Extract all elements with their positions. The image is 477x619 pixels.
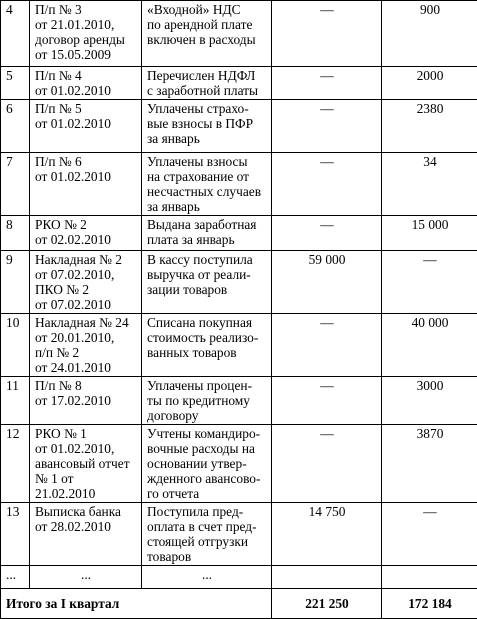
total-label: Итого за I квартал	[1, 589, 272, 619]
income-cell: 14 750	[272, 503, 382, 566]
document-cell: Выписка банка от 28.02.2010	[30, 503, 142, 566]
operation-cell: Учтены командиро- вочные расходы на основании утвер- жденного авансово- го отчета	[142, 425, 272, 503]
row-number: 6	[1, 100, 30, 153]
expense-cell: 40 000	[382, 314, 477, 377]
income-cell: —	[272, 425, 382, 503]
row-number: 10	[1, 314, 30, 377]
row-number: ...	[1, 566, 30, 589]
operation-cell: Уплачены процен- ты по кредитному договору	[142, 377, 272, 425]
document-cell: РКО № 2 от 02.02.2010	[30, 216, 142, 251]
document-cell: Накладная № 2 от 07.02.2010, ПКО № 2 от 07.02.2010	[30, 251, 142, 314]
income-cell: —	[272, 100, 382, 153]
expense-cell: 2380	[382, 100, 477, 153]
table-row	[1, 67, 477, 100]
row-number: 8	[1, 216, 30, 251]
income-cell	[272, 566, 382, 589]
table-row	[1, 251, 477, 314]
table-row	[1, 425, 477, 503]
row-number: 7	[1, 153, 30, 216]
expense-cell: 900	[382, 1, 477, 67]
income-cell: —	[272, 314, 382, 377]
expense-cell	[382, 566, 477, 589]
expense-cell: —	[382, 503, 477, 566]
table-row	[1, 153, 477, 216]
table-row	[1, 503, 477, 566]
income-cell: —	[272, 1, 382, 67]
operation-cell: ...	[142, 566, 272, 589]
row-number: 5	[1, 67, 30, 100]
operation-cell: Списана покупная стоимость реализо- ванных товаров	[142, 314, 272, 377]
expense-cell: 34	[382, 153, 477, 216]
expense-cell: 3870	[382, 425, 477, 503]
row-number: 12	[1, 425, 30, 503]
document-cell: П/п № 3 от 21.01.2010, договор аренды от 15.05.2009	[30, 1, 142, 67]
income-cell: 59 000	[272, 251, 382, 314]
operation-cell: Выдана заработная плата за январь	[142, 216, 272, 251]
expense-cell: —	[382, 251, 477, 314]
expense-cell: 15 000	[382, 216, 477, 251]
expense-cell: 2000	[382, 67, 477, 100]
row-number: 11	[1, 377, 30, 425]
document-cell: ...	[30, 566, 142, 589]
total-income: 221 250	[272, 589, 382, 619]
operation-cell: Поступила пред- оплата в счет пред- стоящей отгрузки товаров	[142, 503, 272, 566]
ledger-body	[1, 1, 477, 619]
ellipsis-row	[1, 566, 477, 589]
document-cell: П/п № 6 от 01.02.2010	[30, 153, 142, 216]
operation-cell: В кассу поступила выручка от реали- зации товаров	[142, 251, 272, 314]
table-row	[1, 1, 477, 67]
table-row	[1, 216, 477, 251]
document-cell: П/п № 5 от 01.02.2010	[30, 100, 142, 153]
document-cell: Накладная № 24 от 20.01.2010, п/п № 2 от 24.01.2010	[30, 314, 142, 377]
document-cell: РКО № 1 от 01.02.2010, авансовый отчет № 1 от 21.02.2010	[30, 425, 142, 503]
income-cell: —	[272, 153, 382, 216]
income-cell: —	[272, 216, 382, 251]
operation-cell: Перечислен НДФЛ с заработной платы	[142, 67, 272, 100]
operation-cell: «Входной» НДС по арендной плате включен в расходы	[142, 1, 272, 67]
operation-cell: Уплачены страхо- вые взносы в ПФР за январь	[142, 100, 272, 153]
total-expense: 172 184	[382, 589, 477, 619]
total-row	[1, 589, 477, 619]
expense-cell: 3000	[382, 377, 477, 425]
row-number: 9	[1, 251, 30, 314]
table-row	[1, 100, 477, 153]
operation-cell: Уплачены взносы на страхование от несчастных случаев за январь	[142, 153, 272, 216]
table-row	[1, 314, 477, 377]
document-cell: П/п № 8 от 17.02.2010	[30, 377, 142, 425]
table-row	[1, 377, 477, 425]
document-cell: П/п № 4 от 01.02.2010	[30, 67, 142, 100]
row-number: 4	[1, 1, 30, 67]
row-number: 13	[1, 503, 30, 566]
income-cell: —	[272, 67, 382, 100]
income-cell: —	[272, 377, 382, 425]
